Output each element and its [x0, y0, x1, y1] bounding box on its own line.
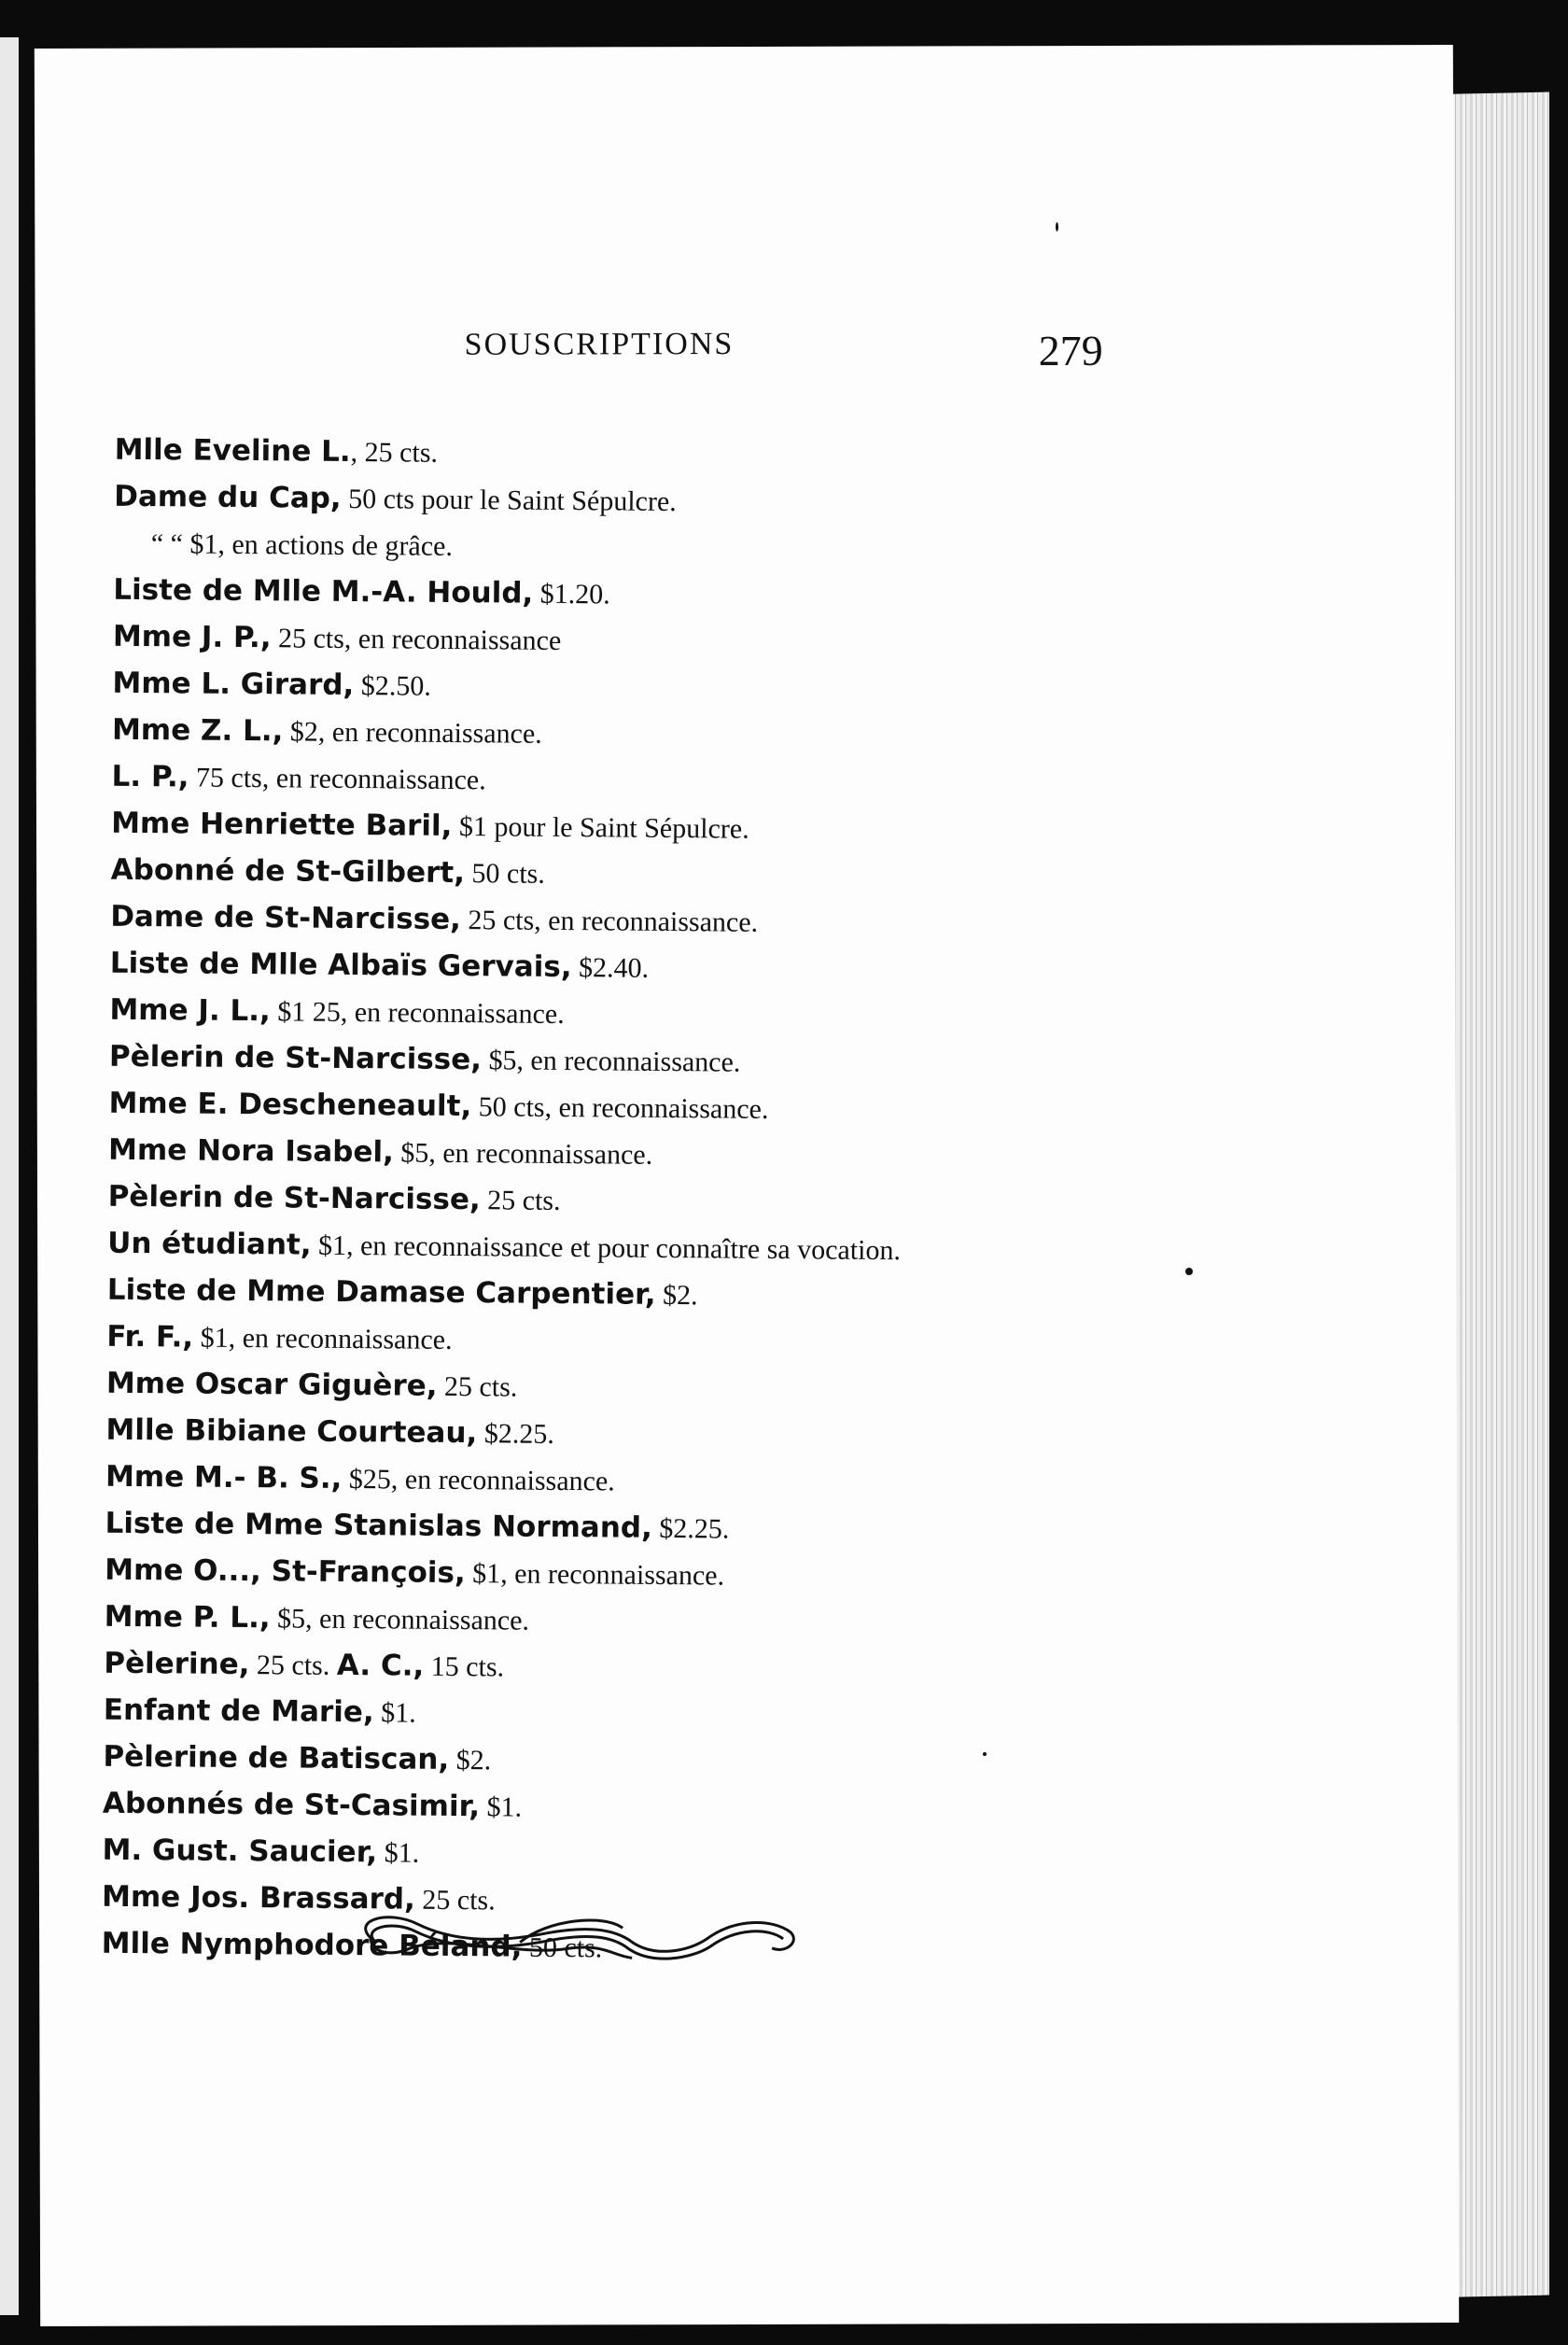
list-item: Mme Oscar Giguère, 25 cts.: [105, 1366, 518, 1403]
list-item: Liste de Mlle Albaïs Gervais, $2.40.: [109, 946, 650, 985]
book-page: [35, 45, 1459, 2326]
list-item: Mme L. Girard, $2.50.: [112, 666, 431, 703]
page-number: 279: [1038, 326, 1103, 375]
list-item: Liste de Mlle M.-A. Hould, $1.20.: [113, 572, 610, 611]
list-item: “ “ $1, en actions de grâce.: [150, 528, 454, 562]
list-item: Fr. F., $1, en reconnaissance.: [106, 1319, 453, 1355]
list-item: Dame du Cap, 50 cts pour le Saint Sépulcre.: [114, 479, 677, 518]
list-item: Mme Henriette Baril, $1 pour le Saint Sépulcre.: [111, 806, 749, 845]
list-item: Mme O..., St-François, $1, en reconnaissance.: [105, 1552, 725, 1592]
print-speck: [983, 1752, 987, 1756]
list-item: Abonné de St-Gilbert, 50 cts.: [110, 852, 545, 891]
list-item: Dame de St-Narcisse, 25 cts, en reconnaissance.: [110, 899, 759, 938]
flourish-ornament: [333, 1900, 819, 1975]
list-item: Enfant de Marie, $1.: [103, 1692, 416, 1730]
list-item: Mme P. L., $5, en reconnaissance.: [104, 1599, 530, 1636]
list-item: M. Gust. Saucier, $1.: [102, 1832, 420, 1870]
print-speck: [1056, 222, 1058, 232]
list-item: Mme J. L., $1 25, en reconnaissance.: [109, 992, 565, 1030]
list-item: Un étudiant, $1, en reconnaissance et pour connaître sa vocation.: [107, 1226, 902, 1267]
list-item: Mme Jos. Brassard, 25 cts.: [101, 1879, 496, 1917]
list-item: Mlle Nymphodore Béland, 50 cts.: [101, 1926, 603, 1964]
running-head: SOUSCRIPTIONS: [464, 327, 735, 362]
list-item: Liste de Mme Damase Carpentier, $2.: [106, 1272, 698, 1312]
page-header: [35, 325, 1454, 385]
list-item: Abonnés de St-Casimir, $1.: [102, 1786, 523, 1824]
list-item: Pèlerine, 25 cts. A. C., 15 cts.: [104, 1646, 505, 1683]
list-item: Pèlerin de St-Narcisse, $5, en reconnaissance.: [108, 1039, 741, 1078]
list-item: Pèlerin de St-Narcisse, 25 cts.: [107, 1179, 561, 1217]
adjacent-page-edge: [0, 37, 21, 2315]
list-item: Mme J. P., 25 cts, en reconnaissance: [112, 619, 562, 656]
subscription-list: [101, 427, 1141, 1976]
list-item: Mme M.- B. S., $25, en reconnaissance.: [105, 1459, 615, 1497]
list-item: Pèlerine de Batiscan, $2.: [103, 1739, 492, 1776]
list-item: Mlle Eveline L., 25 cts.: [114, 432, 439, 469]
list-item: Mme Z. L., $2, en reconnaissance.: [111, 712, 542, 750]
list-item: Mme Nora Isabel, $5, en reconnaissance.: [107, 1132, 653, 1171]
list-item: L. P., 75 cts, en reconnaissance.: [111, 759, 486, 796]
list-item: Mme E. Descheneault, 50 cts, en reconnaissance.: [108, 1086, 769, 1125]
list-item: Mlle Bibiane Courteau, $2.25.: [105, 1412, 554, 1451]
print-speck: [1185, 1268, 1193, 1275]
list-item: Liste de Mme Stanislas Normand, $2.25.: [105, 1506, 730, 1545]
